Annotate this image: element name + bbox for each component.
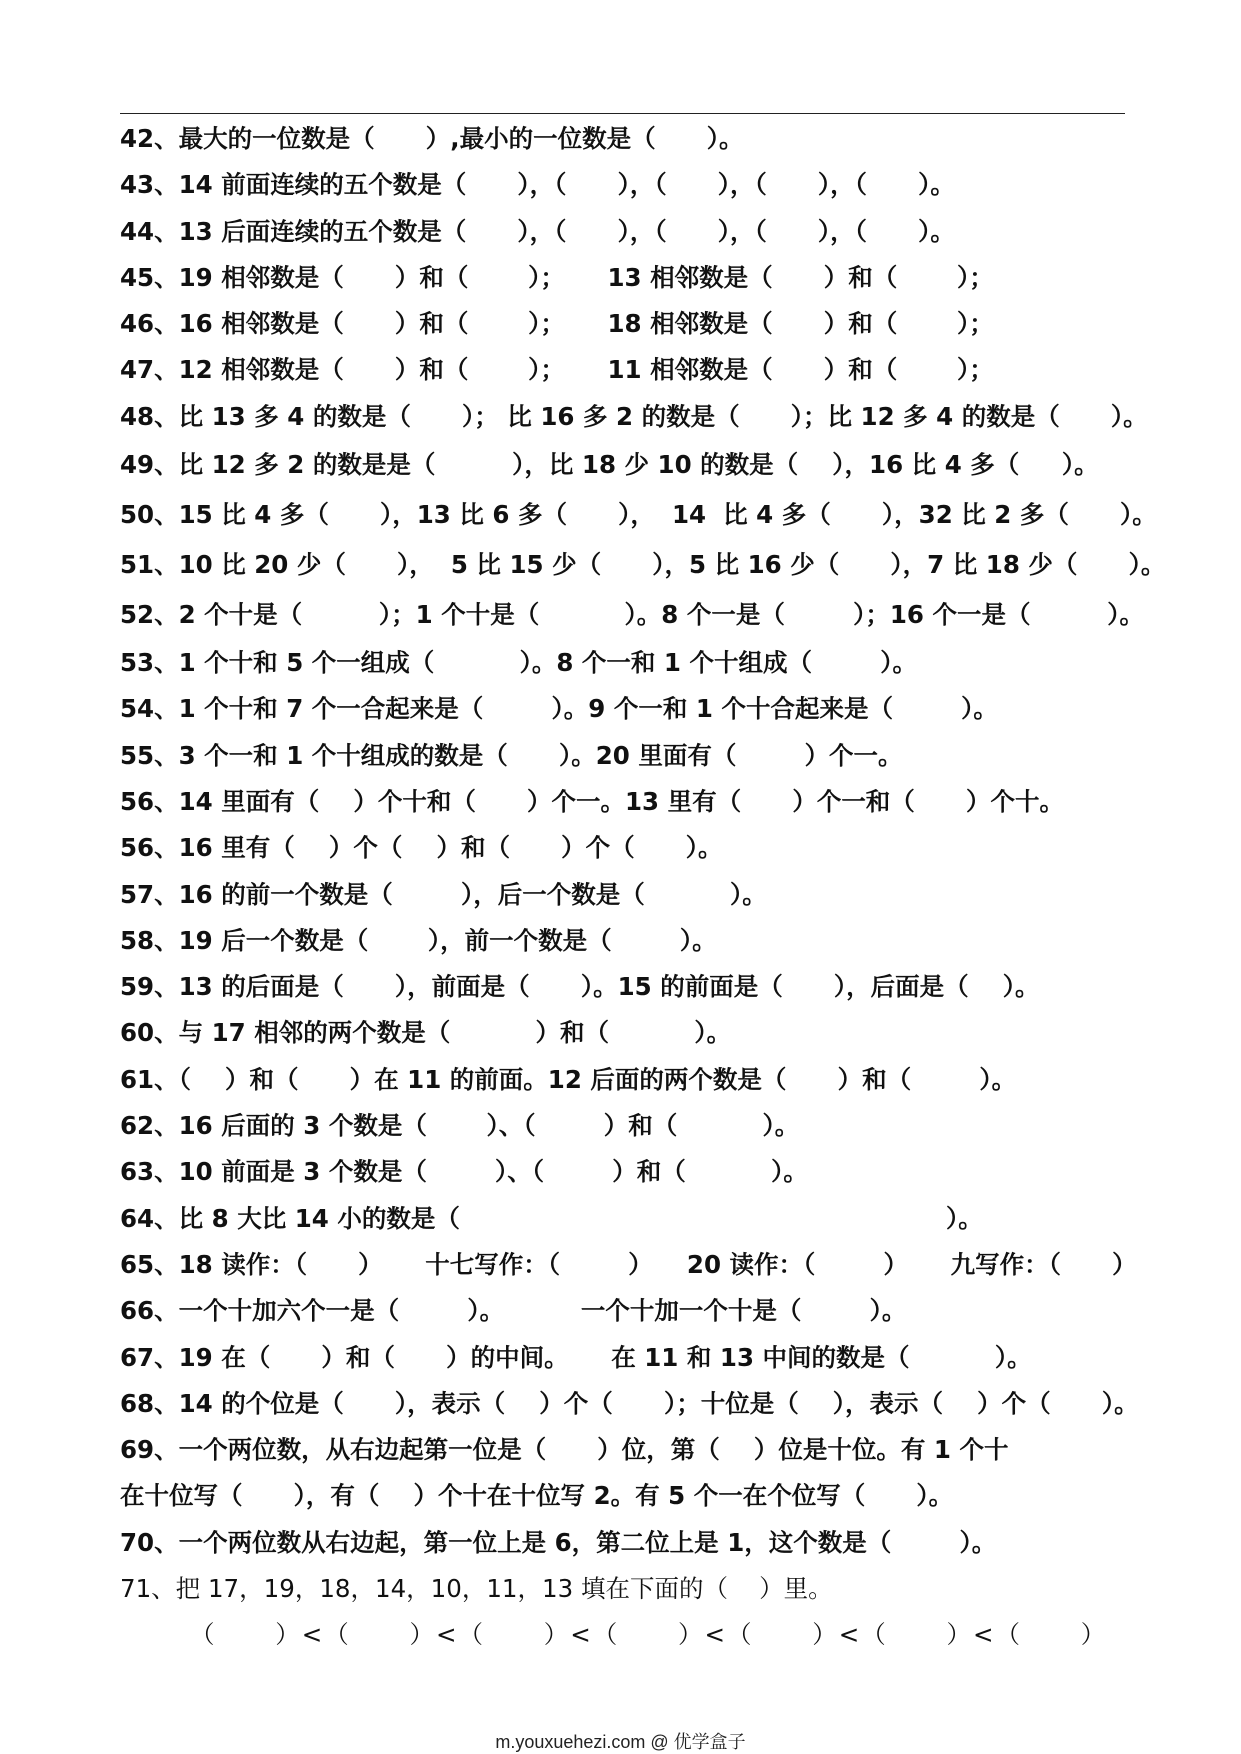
question-line: 63、10 前面是 3 个数是（ ）、（ ）和（ ）。	[120, 1157, 808, 1187]
question-line: 43、14 前面连续的五个数是（ ），（ ），（ ），（ ），（ ）。	[120, 170, 955, 200]
top-rule	[120, 113, 1125, 114]
question-line: 64、比 8 大比 14 小的数是（ ）。	[120, 1203, 983, 1233]
ordering-blanks: （ ）<（ ）<（ ）<（ ）<（ ）<（ ）<（ ）	[190, 1620, 1108, 1650]
question-line: 56、16 里有（ ）个（ ）和（ ）个（ ）。	[120, 833, 723, 863]
question-line: 42、最大的一位数是（ ）,最小的一位数是（ ）。	[120, 124, 744, 153]
question-line: 47、12 相邻数是（ ）和（ ）； 11 相邻数是（ ）和（ ）；	[120, 355, 994, 385]
question-line: 46、16 相邻数是（ ）和（ ）； 18 相邻数是（ ）和（ ）；	[120, 309, 994, 339]
question-list	[120, 116, 1166, 1659]
question-line: 58、19 后一个数是（ ），前一个数是（ ）。	[120, 925, 717, 955]
question-line: 71、把 17，19，18，14，10，11，13 填在下面的（ ）里。	[120, 1574, 833, 1604]
question-line: 61、（ ）和（ ）在 11 的前面。12 后面的两个数是（ ）和（ ）。	[120, 1064, 1017, 1094]
question-line: 60、与 17 相邻的两个数是（ ）和（ ）。	[120, 1018, 732, 1048]
question-line: 45、19 相邻数是（ ）和（ ）； 13 相邻数是（ ）和（ ）；	[120, 262, 994, 292]
question-line: 62、16 后面的 3 个数是（ ）、（ ）和（ ）。	[120, 1111, 800, 1141]
question-line: 44、13 后面连续的五个数是（ ），（ ），（ ），（ ），（ ）。	[120, 216, 955, 246]
question-line: 55、3 个一和 1 个十组成的数是（ ）。20 里面有（ ）个一。	[120, 740, 903, 770]
question-line: 65、18 读作：（ ） 十七写作：（ ） 20 读作：（ ） 九写作：（ ）	[120, 1249, 1137, 1279]
question-line: 67、19 在（ ）和（ ）的中间。 在 11 和 13 中间的数是（ ）。	[120, 1342, 1032, 1372]
question-line: 66、一个十加六个一是（ ）。 一个十加一个十是（ ）。	[120, 1296, 907, 1326]
question-line: 56、14 里面有（ ）个十和（ ）个一。13 里有（ ）个一和（ ）个十。	[120, 786, 1064, 816]
question-line: 54、1 个十和 7 个一合起来是（ ）。9 个一和 1 个十合起来是（ ）。	[120, 694, 998, 724]
question-line: 68、14 的个位是（ ），表示（ ）个（ ）；十位是（ ），表示（ ）个（ ）。	[120, 1388, 1139, 1418]
question-line: 49、比 12 多 2 的数是是（ ），比 18 少 10 的数是（ ），16 比 4 多（ ）。	[120, 450, 1099, 480]
question-line: 59、13 的后面是（ ），前面是（ ）。15 的前面是（ ），后面是（ ）。	[120, 972, 1040, 1002]
question-line-continued: 在十位写（ ），有（ ）个十在十位写 2。有 5 个一在个位写（ ）。	[120, 1481, 954, 1511]
question-line: 70、一个两位数从右边起，第一位上是 6，第二位上是 1，这个数是（ ）。	[120, 1527, 997, 1557]
footer-watermark: m.youxuehezi.com @ 优学盒子	[495, 1732, 746, 1752]
question-line: 69、一个两位数，从右边起第一位是（ ）位，第（ ）位是十位。有 1 个十	[120, 1435, 1009, 1465]
question-line: 53、1 个十和 5 个一组成（ ）。8 个一和 1 个十组成（ ）。	[120, 648, 917, 678]
question-line: 51、10 比 20 少（ ）， 5 比 15 少（ ），5 比 16 少（ ），7 比 18 少（ ）。	[120, 550, 1166, 580]
question-line: 52、2 个十是（ ）；1 个十是（ ）。8 个一是（ ）；16 个一是（ ）。	[120, 600, 1145, 630]
question-line: 50、15 比 4 多（ ），13 比 6 多（ ）， 14 比 4 多（ ），32 比 2 多（ ）。	[120, 500, 1157, 530]
question-line: 48、比 13 多 4 的数是（ ）； 比 16 多 2 的数是（ ）；比 12 多 4 的数是（ ）。	[120, 401, 1148, 431]
question-line: 57、16 的前一个数是（ ），后一个数是（ ）。	[120, 879, 767, 909]
